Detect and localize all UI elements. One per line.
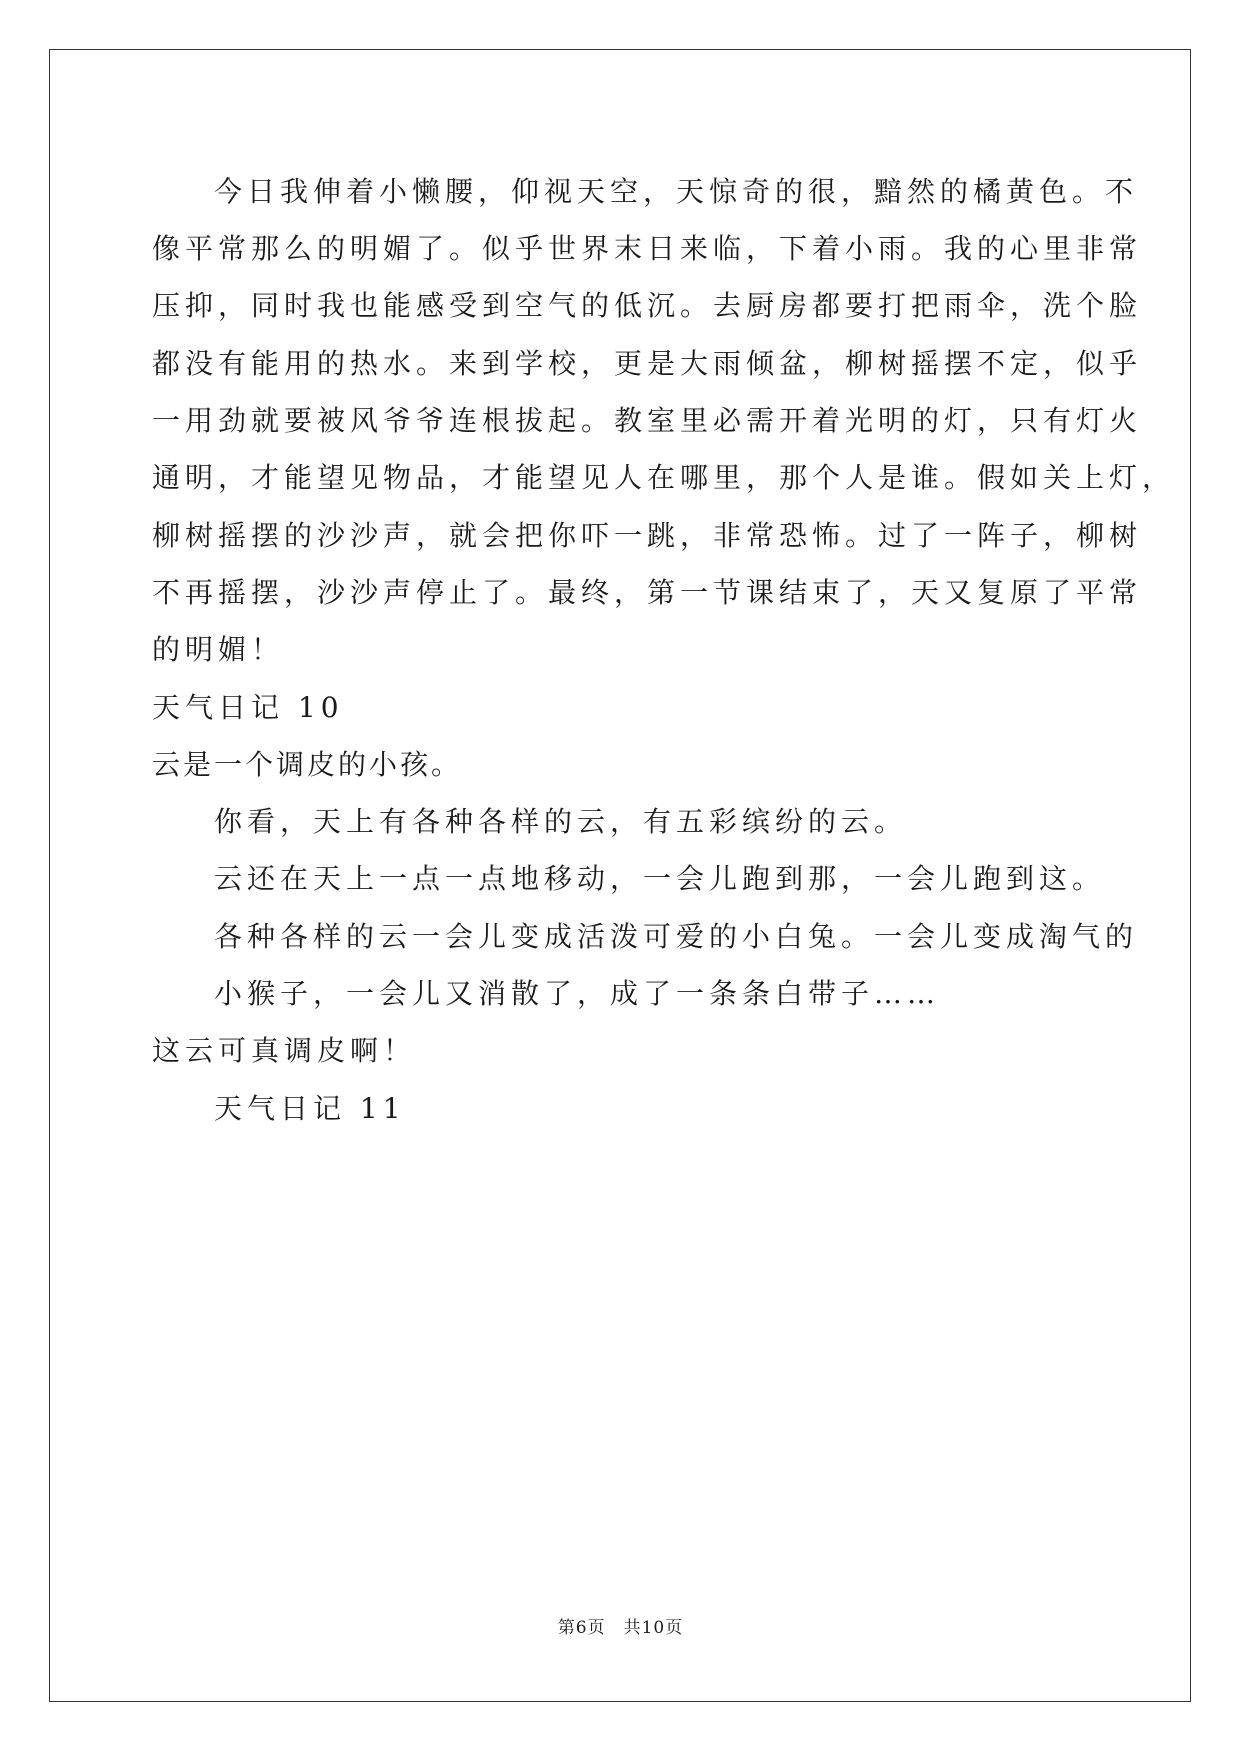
paragraph-line-5: 一用劲就要被风爷爷连根拔起。教室里必需开着光明的灯，只有灯火 [152, 404, 1143, 437]
paragraph-line-8: 不再摇摆，沙沙声停止了。最终，第一节课结束了，天又复原了平常 [152, 576, 1143, 609]
paragraph-line-4: 都没有能用的热水。来到学校，更是大雨倾盆，柳树摇摆不定，似乎 [152, 347, 1143, 380]
paragraph-line-16: 天气日记 11 [214, 1092, 406, 1125]
paragraph-line-7: 柳树摇摆的沙沙声，就会把你吓一跳，非常恐怖。过了一阵子，柳树 [152, 519, 1143, 552]
page-footer [0, 1617, 1241, 1639]
paragraph-line-10: 天气日记 10 [152, 691, 344, 724]
page-number: 第6页 [557, 1618, 606, 1638]
page-total: 共10页 [623, 1618, 684, 1638]
paragraph-line-9: 的明媚！ [152, 633, 285, 666]
paragraph-line-13: 各种各样的云一会儿变成活泼可爱的小白兔。一会儿变成淘气的 [214, 920, 1139, 953]
paragraph-line-15: 这云可真调皮啊！ [152, 1034, 417, 1067]
section-heading-10: 云是一个调皮的小孩。 [152, 748, 463, 781]
paragraph-line-12: 云还在天上一点一点地移动，一会儿跑到那，一会儿跑到这。 [214, 862, 1106, 895]
paragraph-line-3: 压抑，同时我也能感受到空气的低沉。去厨房都要打把雨伞，洗个脸 [152, 289, 1143, 322]
paragraph-line-14: 小猴子，一会儿又消散了，成了一条条白带子…… [214, 977, 941, 1010]
paragraph-line-11: 你看，天上有各种各样的云，有五彩缤纷的云。 [214, 805, 908, 838]
paragraph-line-6: 通明，才能望见物品，才能望见人在哪里，那个人是谁。假如关上灯， [152, 461, 1176, 494]
paragraph-line-1: 今日我伸着小懒腰，仰视天空，天惊奇的很，黯然的橘黄色。不 [214, 175, 1139, 208]
paragraph-line-2: 像平常那么的明媚了。似乎世界末日来临，下着小雨。我的心里非常 [152, 232, 1143, 265]
